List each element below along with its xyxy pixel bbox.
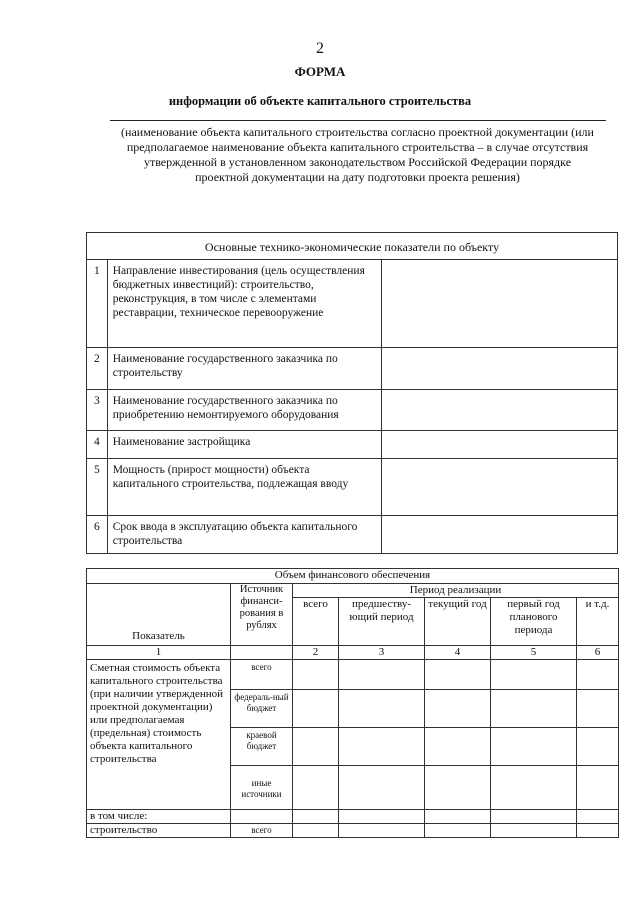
col-first-plan-header: первый год планового периода [491, 598, 577, 646]
value-cell[interactable] [577, 660, 619, 690]
indicator-label: Наименование застройщика [107, 431, 381, 459]
row-number: 4 [87, 431, 108, 459]
value-cell[interactable] [577, 728, 619, 766]
col-etc-header: и т.д. [577, 598, 619, 646]
object-name-line [110, 120, 606, 121]
indicator-label: Мощность (прирост мощности) объекта капитального строительства, подлежащая вводу [107, 459, 381, 516]
value-cell[interactable] [339, 660, 425, 690]
value-cell[interactable] [425, 690, 491, 728]
col-current-header: текущий год [425, 598, 491, 646]
indicators-title: Основные технико-экономические показатели по объекту [87, 233, 618, 260]
financing-table [86, 568, 619, 838]
indicator-value[interactable] [381, 260, 617, 348]
value-cell[interactable] [491, 810, 577, 824]
indicators-table [86, 232, 618, 554]
source-label: всего [231, 824, 293, 838]
row-number: 2 [87, 348, 108, 390]
column-number: 5 [491, 646, 577, 660]
value-cell[interactable] [425, 766, 491, 810]
column-number [231, 646, 293, 660]
value-cell[interactable] [339, 810, 425, 824]
row-number: 6 [87, 516, 108, 554]
value-cell[interactable] [293, 810, 339, 824]
value-cell[interactable] [425, 660, 491, 690]
indicator-label: Направление инвестирования (цель осуществления бюджетных инвестиций): строительство, реконструкция, в том числе с элементами реставрации, техническое перевооружение [107, 260, 381, 348]
value-cell[interactable] [425, 810, 491, 824]
col-source-header: Источник финанси-рования в рублях [231, 584, 293, 646]
column-number: 4 [425, 646, 491, 660]
indicator-value[interactable] [381, 459, 617, 516]
financing-title: Объем финансового обеспечения [87, 569, 619, 584]
source-label: иные источники [231, 766, 293, 810]
value-cell[interactable] [293, 766, 339, 810]
indicator-value[interactable] [381, 431, 617, 459]
period-header: Период реализации [293, 584, 619, 598]
indicator-value[interactable] [381, 348, 617, 390]
column-number: 6 [577, 646, 619, 660]
object-name-note: (наименование объекта капитального строительства согласно проектной документации (или предполагаемое наименование объекта капитального строительства – в случае отсутствия утвержденной в установленном законодательством Российской Федерации порядке проектной документации на дату подготовки проекта решения) [121, 125, 594, 184]
indicator-label: Наименование государственного заказчика по строительству [107, 348, 381, 390]
value-cell[interactable] [339, 690, 425, 728]
value-cell[interactable] [339, 728, 425, 766]
value-cell[interactable] [491, 824, 577, 838]
value-cell[interactable] [491, 690, 577, 728]
including-label: в том числе: [87, 810, 231, 824]
value-cell[interactable] [491, 766, 577, 810]
value-cell[interactable] [577, 690, 619, 728]
value-cell[interactable] [293, 690, 339, 728]
estimate-label: Сметная стоимость объекта капитального строительства (при наличии утвержденной проектной документации) или предполагаемая (предельная) стоимость объекта капитального строительства [87, 660, 231, 810]
column-number: 2 [293, 646, 339, 660]
col-total-header: всего [293, 598, 339, 646]
value-cell[interactable] [425, 824, 491, 838]
source-label: федераль-ный бюджет [231, 690, 293, 728]
indicator-label: Наименование государственного заказчика по приобретению немонтируемого оборудования [107, 390, 381, 431]
value-cell[interactable] [293, 824, 339, 838]
col-indicator-header: Показатель [87, 584, 231, 646]
value-cell[interactable] [293, 660, 339, 690]
page-number: 2 [316, 40, 324, 57]
value-cell[interactable] [231, 810, 293, 824]
indicator-value[interactable] [381, 390, 617, 431]
column-number: 1 [87, 646, 231, 660]
indicator-label: Срок ввода в эксплуатацию объекта капитального строительства [107, 516, 381, 554]
col-previous-header: предшеству-ющий период [339, 598, 425, 646]
value-cell[interactable] [491, 728, 577, 766]
source-label: краевой бюджет [231, 728, 293, 766]
value-cell[interactable] [577, 810, 619, 824]
indicator-value[interactable] [381, 516, 617, 554]
value-cell[interactable] [339, 766, 425, 810]
value-cell[interactable] [577, 766, 619, 810]
value-cell[interactable] [425, 728, 491, 766]
form-subtitle: информации об объекте капитального строительства [168, 94, 472, 108]
row-number: 1 [87, 260, 108, 348]
value-cell[interactable] [577, 824, 619, 838]
value-cell[interactable] [491, 660, 577, 690]
value-cell[interactable] [293, 728, 339, 766]
row-number: 5 [87, 459, 108, 516]
source-label: всего [231, 660, 293, 690]
column-number: 3 [339, 646, 425, 660]
value-cell[interactable] [339, 824, 425, 838]
form-title: ФОРМА [294, 64, 346, 79]
construction-label: строительство [87, 824, 231, 838]
row-number: 3 [87, 390, 108, 431]
